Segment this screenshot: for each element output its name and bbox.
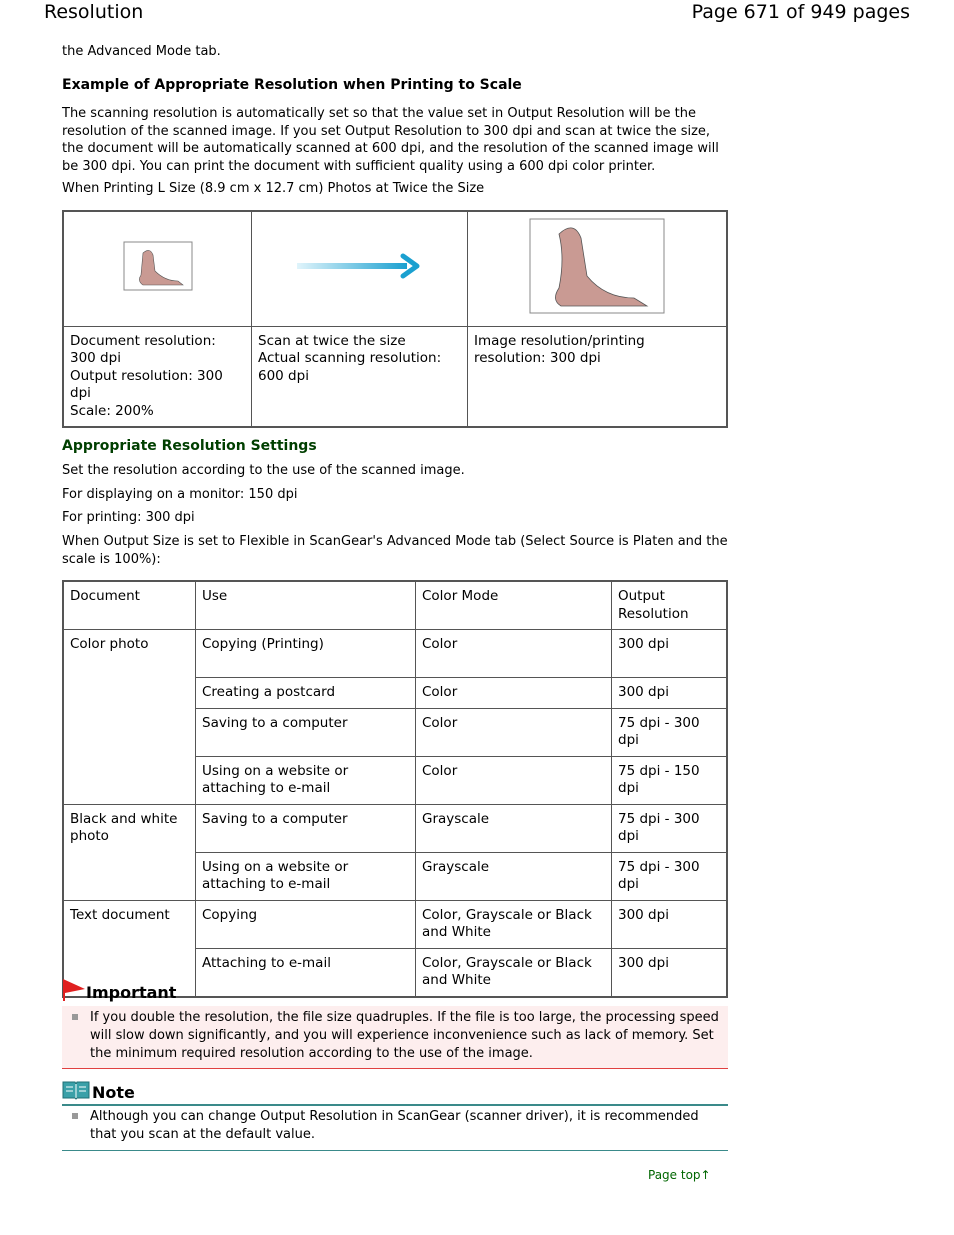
bullet-icon xyxy=(72,1014,78,1020)
section2-p2: For displaying on a monitor: 150 dpi xyxy=(62,487,298,502)
section1-paragraph: The scanning resolution is automatically set so that the value set in Output Resolution will be the resolution of the scanned image. If you set Output Resolution to 300 dpi and scan at twice the size, the document will be automatically scanned at 600 dpi, and the resolution of the scanned image will be 300 dpi. You can print the document with sufficient quality using a 600 dpi color printer. xyxy=(62,106,719,174)
note-box xyxy=(62,1105,728,1151)
col-header-use: Use xyxy=(196,581,416,630)
note-text: Although you can change Output Resolution in ScanGear (scanner driver), it is recommended that you scan at the default value. xyxy=(90,1109,699,1142)
page-header-title: Resolution xyxy=(44,1,144,23)
scale-example-table xyxy=(62,210,728,428)
table-row: Creating a postcard Color 300 dpi xyxy=(63,678,727,709)
important-header xyxy=(62,978,728,1007)
doc-color-photo: Color photo xyxy=(63,630,196,805)
arrow-cell xyxy=(252,211,468,326)
section2-p4: When Output Size is set to Flexible in ScanGear's Advanced Mode tab (Select Source is Platen and the scale is 100%): xyxy=(62,534,728,567)
small-seal-image xyxy=(123,241,193,291)
col-header-color-mode: Color Mode xyxy=(416,581,612,630)
resolution-settings-table xyxy=(62,580,728,998)
doc-bw-photo: Black and white photo xyxy=(63,804,196,900)
section1-caption: When Printing L Size (8.9 cm x 12.7 cm) Photos at Twice the Size xyxy=(62,181,485,196)
image-info-cell: Image resolution/printing resolution: 300 dpi xyxy=(468,326,728,427)
page-top-link[interactable]: Page top↑ xyxy=(648,1168,711,1182)
page-counter: Page 671 of 949 pages xyxy=(691,1,910,23)
up-arrow-icon: ↑ xyxy=(700,1168,711,1182)
col-header-output-resolution: Output Resolution xyxy=(612,581,728,630)
note-header xyxy=(62,1078,728,1106)
section2-p1: Set the resolution according to the use of the scanned image. xyxy=(62,463,465,478)
table-row: Text document Copying Color, Grayscale or Black and White 300 dpi xyxy=(63,900,727,948)
table-row: Color photo Copying (Printing) Color 300 dpi xyxy=(63,630,727,678)
doc-text-document: Text document xyxy=(63,900,196,997)
large-photo-cell xyxy=(468,211,728,326)
note-label: Note xyxy=(92,1083,135,1102)
intro-fragment: the Advanced Mode tab. xyxy=(62,44,221,59)
right-arrow-icon xyxy=(295,251,425,281)
important-box xyxy=(62,1006,728,1069)
section2-title: Appropriate Resolution Settings xyxy=(62,438,317,454)
col-header-document: Document xyxy=(63,581,196,630)
scan-info-cell: Scan at twice the size Actual scanning resolution: 600 dpi xyxy=(252,326,468,427)
important-text: If you double the resolution, the file size quadruples. If the file is too large, the processing speed will slow down significantly, and you will experience inconvenience such as lack of memory. Set the minimum required resolution according to the use of the image. xyxy=(90,1010,719,1061)
section2-p3: For printing: 300 dpi xyxy=(62,510,195,525)
table-row: Using on a website or attaching to e-mail Color 75 dpi - 150 dpi xyxy=(63,756,727,804)
important-label: Important xyxy=(86,983,177,1002)
large-seal-image xyxy=(529,218,665,314)
small-photo-cell xyxy=(63,211,252,326)
table-row: Saving to a computer Color 75 dpi - 300 dpi xyxy=(63,708,727,756)
table-row: Attaching to e-mail Color, Grayscale or Black and White 300 dpi xyxy=(63,948,727,997)
document-info-cell: Document resolution: 300 dpi Output resolution: 300 dpi Scale: 200% xyxy=(63,326,252,427)
book-icon xyxy=(62,1080,90,1100)
section1-title: Example of Appropriate Resolution when Printing to Scale xyxy=(62,77,522,93)
bullet-icon xyxy=(72,1113,78,1119)
table-row: Using on a website or attaching to e-mail Grayscale 75 dpi - 300 dpi xyxy=(63,852,727,900)
flag-icon xyxy=(62,978,86,1002)
table-row: Black and white photo Saving to a computer Grayscale 75 dpi - 300 dpi xyxy=(63,804,727,852)
